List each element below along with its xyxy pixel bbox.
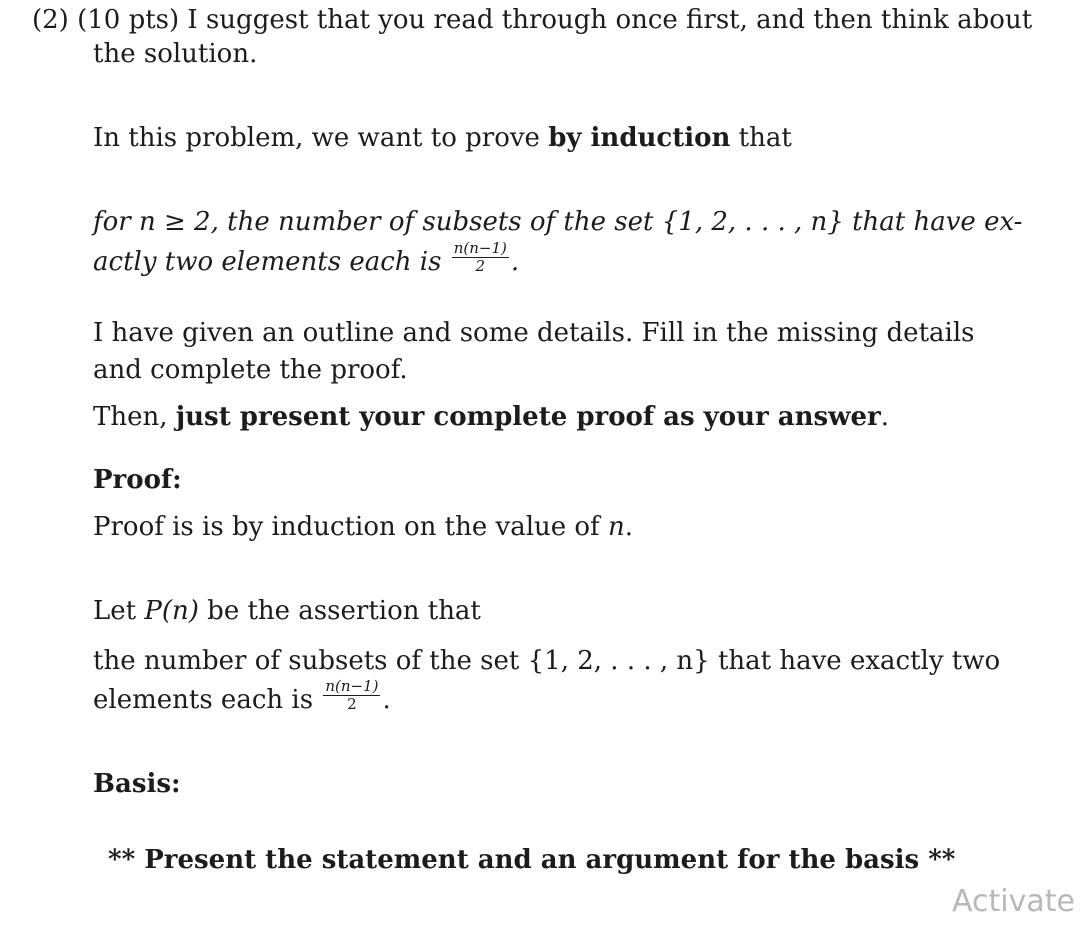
assertion-fraction — [323, 676, 380, 713]
statement-period: . — [510, 247, 520, 277]
instructions-then — [93, 401, 889, 433]
problem-header-line-2: the solution. — [93, 39, 258, 69]
assertion-text: that have exactly two — [709, 646, 1001, 676]
fraction-denominator: 2 — [475, 256, 486, 275]
assertion-math-set: {1, 2, . . . , n} — [527, 646, 710, 676]
fraction-numerator: n(n−1) — [325, 676, 379, 695]
assertion-text: Let — [93, 596, 145, 626]
proof-body-text: Proof is is by induction on the value of — [93, 512, 608, 542]
then-bold-text: just present your complete proof as your answer — [175, 402, 881, 432]
problem-header-line-1: (2) (10 pts) I suggest that you read through once first, and then think about — [32, 5, 1033, 35]
fraction-denominator: 2 — [347, 694, 357, 713]
activate-watermark: Activate — [952, 884, 1075, 919]
proof-body-period: . — [624, 512, 633, 542]
basis-heading: Basis: — [93, 769, 181, 799]
statement-line-2 — [93, 238, 520, 280]
assertion-line-2 — [93, 676, 391, 718]
assertion-text: be the assertion that — [198, 596, 481, 626]
statement-text: the number of subsets of the set — [218, 207, 662, 237]
instructions-line-1: I have given an outline and some details. Fill in the missing details — [93, 318, 975, 348]
intro-bold-text: by induction — [548, 123, 731, 153]
assertion-text: elements each is — [93, 685, 322, 715]
then-prefix: Then, — [93, 402, 176, 432]
instructions-line-2: and complete the proof. — [93, 355, 408, 385]
statement-text: for — [93, 207, 139, 237]
statement-fraction — [452, 238, 509, 275]
assertion-math-p: P(n) — [144, 596, 199, 626]
statement-math-condition: n ≥ 2, — [138, 207, 219, 237]
intro-paragraph — [93, 122, 792, 154]
statement-text: that have ex- — [843, 207, 1023, 237]
statement-line-1 — [93, 206, 1022, 238]
assertion-text: the number of subsets of the set — [93, 646, 528, 676]
intro-text: In this problem, we want to prove — [93, 123, 549, 153]
assertion-period: . — [382, 685, 391, 715]
proof-heading: Proof: — [93, 465, 182, 495]
proof-body-variable: n — [607, 512, 625, 542]
proof-body — [93, 511, 633, 543]
intro-suffix: that — [730, 123, 792, 153]
assertion-let — [93, 595, 481, 627]
statement-math-set: {1, 2, . . . , n} — [661, 207, 844, 237]
basis-prompt: ** Present the statement and an argument for the basis ** — [108, 845, 956, 875]
then-suffix: . — [880, 402, 890, 432]
statement-text: actly two elements each is — [93, 247, 450, 277]
fraction-numerator: n(n−1) — [453, 238, 507, 257]
assertion-line-1 — [93, 645, 1000, 677]
